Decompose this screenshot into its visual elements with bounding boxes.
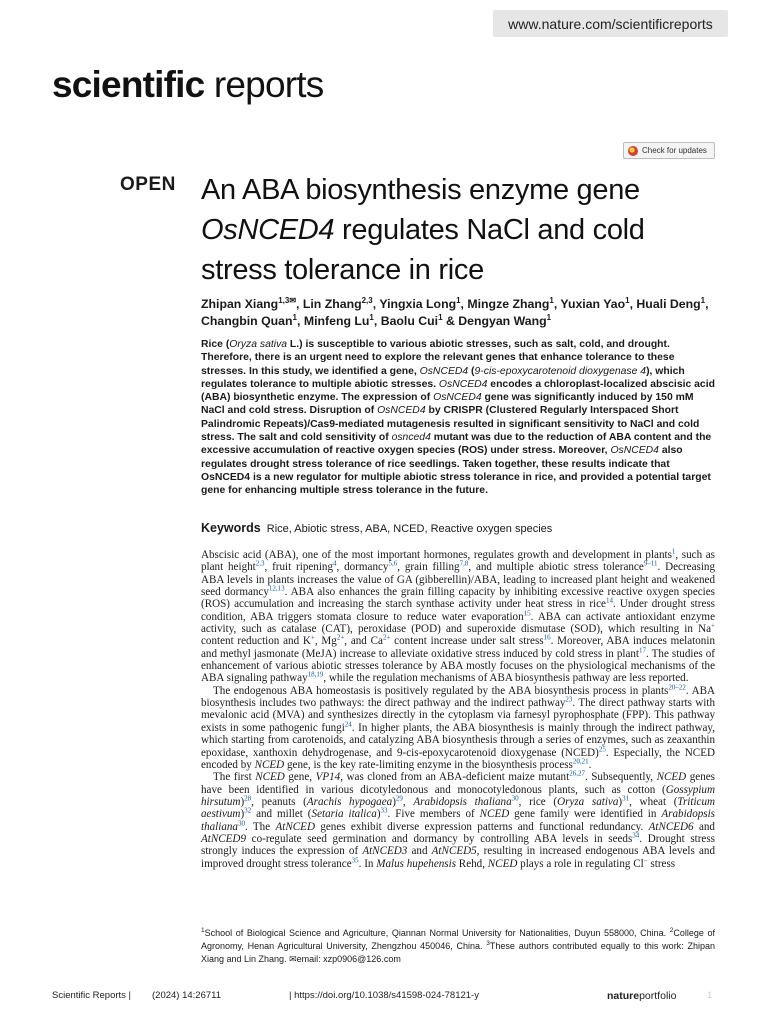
affiliations-footnote: $^1$School of Biological Science and Agriculture, Qiannan Normal University for Nationalities, Duyun 558000, China. $^2$College of Agronomy, Henan Agricultural University, Zhengzhou 450046, China. $^3$These authors contributed equally to this work: Zhipan Xiang and Lin Zhang. ✉email: xzp0906@126.com bbox=[201, 927, 715, 964]
check-for-updates-button[interactable] bbox=[623, 142, 715, 159]
body-paragraph-1: Abscisic acid (ABA), one of the most important hormones, regulates growth and development in plants$^1$, such as plant height$^{2,3}$, fruit ripening$^4$, dormancy$^{5,6}$, grain filling$^{7,8}$, and multiple abiotic stress tolerance$^{9-11}$. Decreasing ABA levels in plants increases the value of GA (gibberellin)/ABA, leading to increased plant height and weakened seed dormancy$^{12,13}$. ABA also enhances the grain filling capacity by inhibiting excessive reactive oxygen species (ROS) accumulation and increasing the starch synthase activity under heat stress in rice$^{14}$. Under drought stress condition, ABA triggers stomata closure to reduce water evaporation$^{15}$. ABA can activate antioxidant enzyme activity, such as catalase (CAT), peroxidase (POD) and superoxide dismutase (SOD), which resulting in Na+ content reduction and K+, $Mg^{2+}$, and $Ca^{2+}$ content increase under salt stress$^{16}$. Moreover, ABA induces melatonin and methyl jasmonate (MeJA) increase to alleviate oxidative stress induced by cold stress in plant$^{17}$. The studies of enhancement of various abiotic stresses tolerance by ABA mostly focuses on the physiological mechanisms of the ABA signaling pathway$^{18,19}$, while the regulation mechanisms of ABA biosynthesis pathway are less reported. bbox=[201, 547, 716, 685]
body-paragraph-2: The endogenous ABA homeostasis is positively regulated by the ABA biosynthesis process in plants$^{20-22}$. ABA biosynthesis includes two pathways: the direct pathway and the indirect pathway$^{23}$. The direct pathway starts with mevalonic acid (MVA) and synthesizes directly in the cytoplasm via farnesyl pyrophosphate (FPP). This pathway exists in some pathogenic fungi$^{24}$. In higher plants, the ABA biosynthesis is mainly through the indirect pathway, which starting from carotenoids, and catalyzing ABA biosynthesis through a series of enzymes, such as zeaxanthin epoxidase, xanthoxin dehydrogenase, and 9-cis-epoxycarotenoid dioxygenase (NCED)$^{25}$. Especially, the NCED encoded by NCED gene, is the key rate-limiting enzyme in the biosynthesis process$^{20,21}$. bbox=[201, 683, 715, 771]
page-footer bbox=[52, 990, 716, 1004]
title-line-3: stress tolerance in rice bbox=[201, 254, 484, 286]
abstract: Rice (Oryza sativa L.) is susceptible to various abiotic stresses, such as salt, cold, and drought. Therefore, there is an urgent need to explore the relevant genes that enhance tolerance to these stresses. In this study, we identified a gene, OsNCED4 (9-cis-epoxycarotenoid dioxygenase 4), which regulates tolerance to multiple abiotic stresses. OsNCED4 encodes a chloroplast-localized abscisic acid (ABA) biosynthetic enzyme. The expression of OsNCED4 gene was significantly induced by 150 mM NaCl and cold stress. Disruption of OsNCED4 by CRISPR (Clustered Regularly Interspaced Short Palindromic Repeats)/Cas9-mediated mutagenesis resulted in significant sensitivity to NaCl and cold stress. The salt and cold sensitivity of osnced4 mutant was due to the reduction of ABA content and the excessive accumulation of reactive oxygen species (ROS) under stress. Moreover, OsNCED4 also regulates drought stress tolerance of rice seedlings. Taken together, these results indicate that OsNCED4 is a new regulator for multiple abiotic stress tolerance in rice, and provided a potential target gene for enhancing multiple stress tolerance in the future. bbox=[201, 339, 715, 497]
journal-logo bbox=[52, 66, 323, 103]
article-title bbox=[201, 170, 721, 290]
page-number: 1 bbox=[707, 990, 713, 1001]
logo-regular-part: reports bbox=[204, 64, 324, 105]
author-list: Zhipan Xiang$^{1,3✉}$, Lin Zhang$^{2,3}$, Yingxia Long$^1$, Mingze Zhang$^1$, Yuxian Yao$^1$, Huali Deng$^1$, Changbin Quan$^1$, Minfeng Lu$^1$, Baolu Cui$^1$ & Dengyan Wang$^1$ bbox=[201, 295, 709, 328]
logo-bold-part: scientific bbox=[52, 64, 205, 105]
footer-year-volume: (2024) 14:26711 bbox=[152, 990, 222, 1001]
nature-portfolio-logo bbox=[607, 990, 676, 1002]
body-paragraph-3: The first NCED gene, VP14, was cloned from an ABA-deficient maize mutant$^{26,27}$. Subsequently, NCED genes have been identified in various dicotyledonous and monocotyledonous plants, such as cotton (Gossypium hirsutum)$^{28}$, peanuts (Arachis hypogaea)$^{29}$, Arabidopsis thaliana$^{30}$, rice (Oryza sativa)$^{31}$, wheat (Triticum aestivum)$^{32}$ and millet (Setaria italica)$^{33}$. Five members of NCED gene family were identified in Arabidopsis thaliana$^{30}$. The AtNCED genes exhibit diverse expression patterns and functional redundancy. AtNCED6 and AtNCED9 co-regulate seed germination and dormancy by controlling ABA levels in seeds$^{34}$. Drought stress strongly induces the expression of AtNCED3 and AtNCED5, resulting in increased endogenous ABA levels and improved drought stress tolerance$^{35}$. In Malus hupehensis Rehd, NCED plays a role in regulating Cl− stress bbox=[201, 769, 716, 870]
title-line-1: An ABA biosynthesis enzyme gene bbox=[201, 174, 640, 206]
keywords-label: Keywords bbox=[201, 521, 261, 535]
crossmark-icon bbox=[628, 146, 638, 156]
journal-url[interactable]: www.nature.com/scientificreports bbox=[493, 10, 728, 37]
keywords bbox=[201, 521, 719, 535]
body-text bbox=[201, 549, 715, 870]
title-gene-name: OsNCED4 bbox=[201, 214, 335, 246]
title-line-2: regulates NaCl and cold bbox=[334, 214, 645, 246]
open-access-label: OPEN bbox=[120, 174, 176, 195]
keywords-list: Rice, Abiotic stress, ABA, NCED, Reactive oxygen species bbox=[266, 523, 553, 535]
portfolio-regular: portfolio bbox=[639, 990, 677, 1002]
portfolio-bold: nature bbox=[607, 990, 640, 1002]
footer-journal: Scientific Reports | bbox=[52, 990, 132, 1001]
check-updates-label: Check for updates bbox=[642, 146, 707, 155]
footer-doi-link[interactable]: | https://doi.org/10.1038/s41598-024-78121-y bbox=[289, 990, 479, 1001]
